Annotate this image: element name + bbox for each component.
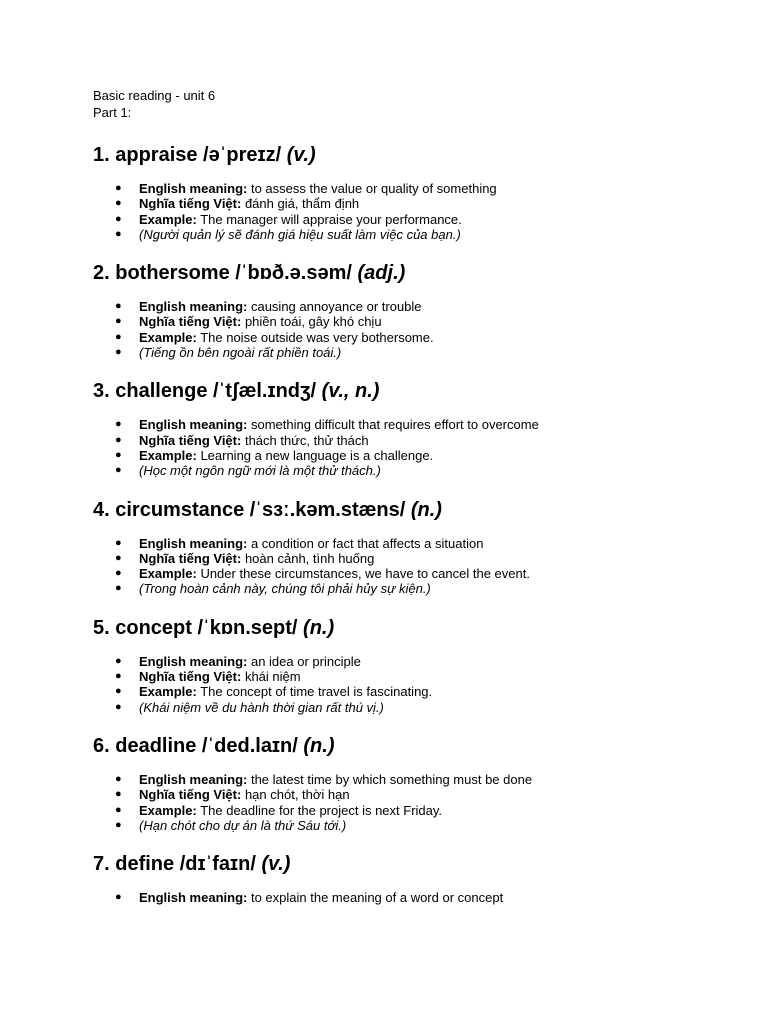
english-meaning-label: English meaning: bbox=[139, 535, 248, 551]
document-page bbox=[93, 87, 733, 905]
vietnamese-meaning-text: hạn chót, thời hạn bbox=[244, 787, 350, 803]
entry-part-of-speech: (v.) bbox=[261, 853, 291, 876]
example-sentence-label: Example: bbox=[139, 684, 197, 700]
example-translation bbox=[93, 227, 733, 242]
bullet-icon: ● bbox=[115, 330, 122, 343]
example-sentence bbox=[93, 212, 733, 227]
vietnamese-meaning-label: Nghĩa tiếng Việt: bbox=[139, 432, 242, 448]
bullet-icon: ● bbox=[115, 346, 122, 359]
english-meaning-label: English meaning: bbox=[139, 299, 248, 315]
vietnamese-meaning-label: Nghĩa tiếng Việt: bbox=[139, 669, 242, 685]
example-sentence-text: The manager will appraise your performance. bbox=[200, 211, 462, 227]
english-meaning bbox=[93, 890, 733, 905]
vietnamese-meaning bbox=[93, 196, 733, 211]
example-sentence bbox=[93, 803, 733, 818]
bullet-icon: ● bbox=[115, 582, 122, 595]
english-meaning bbox=[93, 772, 733, 787]
entry-details bbox=[93, 181, 733, 242]
entry-part-of-speech: (n.) bbox=[410, 498, 442, 521]
example-translation bbox=[93, 818, 733, 833]
english-meaning-text: something difficult that requires effort to overcome bbox=[250, 417, 539, 433]
example-sentence-text: Learning a new language is a challenge. bbox=[200, 447, 434, 463]
entry-part-of-speech: (n.) bbox=[303, 734, 335, 757]
example-sentence-label: Example: bbox=[139, 329, 197, 345]
english-meaning-text: to assess the value or quality of something bbox=[250, 181, 497, 196]
entry-word: 7. define /dɪˈfaɪn/ bbox=[93, 853, 256, 876]
entry-heading bbox=[93, 143, 733, 167]
bullet-icon: ● bbox=[115, 788, 122, 801]
example-sentence bbox=[93, 448, 733, 463]
entry-heading bbox=[93, 616, 733, 640]
vietnamese-meaning-text: hoàn cảnh, tình huống bbox=[244, 550, 375, 566]
example-translation-text: (Tiếng ồn bên ngoài rất phiền toái.) bbox=[139, 345, 342, 361]
english-meaning bbox=[93, 417, 733, 432]
english-meaning bbox=[93, 654, 733, 669]
example-translation bbox=[93, 700, 733, 715]
bullet-icon: ● bbox=[115, 212, 122, 225]
entry-heading bbox=[93, 379, 733, 403]
example-sentence bbox=[93, 566, 733, 581]
vietnamese-meaning-text: khái niệm bbox=[244, 669, 301, 685]
entry-details bbox=[93, 299, 733, 360]
example-translation bbox=[93, 345, 733, 360]
english-meaning-text: a condition or fact that affects a situation bbox=[250, 535, 484, 551]
english-meaning-text: an idea or principle bbox=[250, 653, 361, 669]
vietnamese-meaning-text: phiền toái, gây khó chịu bbox=[244, 314, 382, 330]
entry-word: 5. concept /ˈkɒn.sept/ bbox=[93, 616, 298, 639]
example-translation-text: (Trong hoàn cảnh này, chúng tôi phải hủy sự kiện.) bbox=[139, 581, 431, 597]
example-sentence bbox=[93, 684, 733, 699]
vietnamese-meaning-text: thách thức, thử thách bbox=[244, 432, 369, 448]
vietnamese-meaning bbox=[93, 787, 733, 802]
bullet-icon: ● bbox=[115, 227, 122, 240]
vocab-entry bbox=[93, 734, 733, 833]
entry-word: 6. deadline /ˈded.laɪn/ bbox=[93, 734, 298, 757]
vocab-entry bbox=[93, 379, 733, 478]
example-sentence-text: The deadline for the project is next Friday. bbox=[200, 802, 443, 818]
bullet-icon: ● bbox=[115, 433, 122, 446]
vietnamese-meaning-label: Nghĩa tiếng Việt: bbox=[139, 196, 242, 212]
vocab-entry bbox=[93, 852, 733, 905]
english-meaning-label: English meaning: bbox=[139, 771, 248, 787]
english-meaning-label: English meaning: bbox=[139, 417, 248, 433]
english-meaning-text: causing annoyance or trouble bbox=[250, 299, 422, 315]
vietnamese-meaning-label: Nghĩa tiếng Việt: bbox=[139, 314, 242, 330]
bullet-icon: ● bbox=[115, 315, 122, 328]
bullet-icon: ● bbox=[115, 551, 122, 564]
entry-details bbox=[93, 417, 733, 478]
entry-details bbox=[93, 890, 733, 905]
entry-heading bbox=[93, 498, 733, 522]
example-sentence-text: The concept of time travel is fascinating. bbox=[200, 684, 433, 700]
bullet-icon: ● bbox=[115, 803, 122, 816]
english-meaning-label: English meaning: bbox=[139, 890, 248, 906]
english-meaning-label: English meaning: bbox=[139, 181, 248, 196]
bullet-icon: ● bbox=[115, 182, 122, 194]
document-title: Basic reading - unit 6 bbox=[93, 88, 216, 103]
example-translation bbox=[93, 581, 733, 596]
entry-details bbox=[93, 654, 733, 715]
bullet-icon: ● bbox=[115, 685, 122, 698]
example-sentence-label: Example: bbox=[139, 802, 197, 818]
entry-heading bbox=[93, 734, 733, 758]
vocab-entry bbox=[93, 498, 733, 597]
english-meaning bbox=[93, 181, 733, 196]
example-translation-text: (Người quản lý sẽ đánh giá hiệu suất làm việc của bạn.) bbox=[139, 226, 461, 242]
bullet-icon: ● bbox=[115, 818, 122, 831]
entry-part-of-speech: (n.) bbox=[303, 616, 335, 639]
bullet-icon: ● bbox=[115, 891, 122, 904]
entry-heading bbox=[93, 852, 733, 876]
example-translation-text: (Khái niệm về du hành thời gian rất thú vị.) bbox=[139, 699, 384, 715]
vietnamese-meaning bbox=[93, 314, 733, 329]
vietnamese-meaning-text: đánh giá, thẩm định bbox=[244, 196, 360, 212]
example-sentence-label: Example: bbox=[139, 566, 197, 582]
example-sentence bbox=[93, 330, 733, 345]
english-meaning-label: English meaning: bbox=[139, 653, 248, 669]
bullet-icon: ● bbox=[115, 197, 122, 210]
english-meaning bbox=[93, 299, 733, 314]
entry-word: 4. circumstance /ˈsɜː.kəm.stæns/ bbox=[93, 498, 406, 521]
english-meaning bbox=[93, 536, 733, 551]
english-meaning-text: to explain the meaning of a word or concept bbox=[250, 890, 504, 906]
english-meaning-text: the latest time by which something must be done bbox=[250, 771, 533, 787]
example-sentence-text: The noise outside was very bothersome. bbox=[200, 329, 434, 345]
bullet-icon: ● bbox=[115, 300, 122, 313]
vietnamese-meaning-label: Nghĩa tiếng Việt: bbox=[139, 550, 242, 566]
vocab-entry bbox=[93, 261, 733, 360]
part-label: Part 1: bbox=[93, 105, 132, 120]
entry-part-of-speech: (v.) bbox=[286, 144, 316, 166]
entry-word: 1. appraise /əˈpreɪz/ bbox=[93, 144, 282, 166]
bullet-icon: ● bbox=[115, 567, 122, 580]
entry-details bbox=[93, 772, 733, 833]
vocab-entry bbox=[93, 143, 733, 242]
bullet-icon: ● bbox=[115, 536, 122, 549]
example-sentence-text: Under these circumstances, we have to cancel the event. bbox=[200, 566, 530, 582]
bullet-icon: ● bbox=[115, 448, 122, 461]
bullet-icon: ● bbox=[115, 654, 122, 667]
entry-part-of-speech: (adj.) bbox=[357, 262, 406, 285]
entry-heading bbox=[93, 261, 733, 285]
bullet-icon: ● bbox=[115, 418, 122, 431]
bullet-icon: ● bbox=[115, 464, 122, 477]
example-sentence-label: Example: bbox=[139, 211, 197, 227]
example-translation-text: (Học một ngôn ngữ mới là một thử thách.) bbox=[139, 463, 381, 479]
bullet-icon: ● bbox=[115, 700, 122, 713]
example-sentence-label: Example: bbox=[139, 447, 197, 463]
example-translation bbox=[93, 463, 733, 478]
entry-word: 3. challenge /ˈtʃæl.ɪndʒ/ bbox=[93, 380, 317, 403]
bullet-icon: ● bbox=[115, 772, 122, 785]
entries-list bbox=[93, 143, 733, 905]
vocab-entry bbox=[93, 616, 733, 715]
entry-part-of-speech: (v., n.) bbox=[321, 380, 380, 403]
entry-word: 2. bothersome /ˈbɒð.ə.səm/ bbox=[93, 262, 352, 285]
vietnamese-meaning bbox=[93, 669, 733, 684]
vietnamese-meaning-label: Nghĩa tiếng Việt: bbox=[139, 787, 242, 803]
bullet-icon: ● bbox=[115, 670, 122, 683]
vietnamese-meaning bbox=[93, 551, 733, 566]
example-translation-text: (Hạn chót cho dự án là thứ Sáu tới.) bbox=[139, 817, 347, 833]
entry-details bbox=[93, 536, 733, 597]
vietnamese-meaning bbox=[93, 433, 733, 448]
